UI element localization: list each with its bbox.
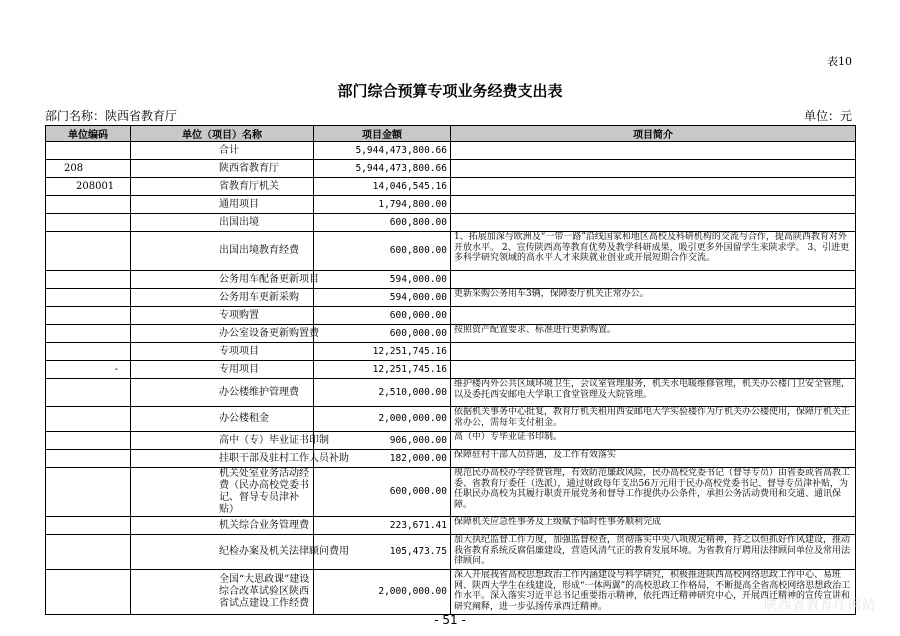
row-code xyxy=(46,307,131,325)
row-amount: 600,000.00 xyxy=(314,468,451,517)
row-amount: 2,000,000.00 xyxy=(314,407,451,432)
row-name: 公务用车配备更新项目 xyxy=(131,271,314,289)
row-code xyxy=(46,271,131,289)
row-code xyxy=(46,142,131,160)
table-number: 表10 xyxy=(827,55,852,68)
row-name: 办公楼维护管理费 xyxy=(131,379,314,407)
header-name: 单位（项目）名称 xyxy=(131,126,314,142)
row-amount: 12,251,745.16 xyxy=(314,343,451,361)
row-description: 加大执纪监督工作力度，加强监督检查，贯彻落实中央八项规定精神，持之以恒抓好作风建设，推动我省教育系统反腐倡廉建设，营造风清气正的教育发展环境。为省教育厅聘用法律顾问单位及常用法律顾问。 xyxy=(451,535,856,570)
row-name: 公务用车更新采购 xyxy=(131,289,314,307)
row-code xyxy=(46,232,131,271)
row-name: 陕西省教育厅 xyxy=(131,160,314,178)
table-row xyxy=(46,325,856,343)
row-amount: 223,671.41 xyxy=(314,517,451,535)
row-code xyxy=(46,379,131,407)
row-code xyxy=(46,468,131,517)
row-code xyxy=(46,517,131,535)
row-code xyxy=(46,407,131,432)
row-code xyxy=(46,450,131,468)
table-row xyxy=(46,361,856,379)
header-description: 项目简介 xyxy=(451,126,856,142)
watermark-logo: 陕西省教育厅网站 xyxy=(763,598,876,613)
table-row xyxy=(46,570,856,615)
row-description xyxy=(451,214,856,232)
row-amount: 2,510,000.00 xyxy=(314,379,451,407)
row-description: 保障驻村干部人员待遇，及工作有效落实 xyxy=(451,450,856,468)
row-amount: 182,000.00 xyxy=(314,450,451,468)
row-code: 208 xyxy=(46,160,131,178)
row-code xyxy=(46,432,131,450)
row-description: 维护楼内外公共区域环境卫生，会议室管理服务，机关水电暖维修管理，机关办公楼门卫安全管理，以及委托西安邮电大学职工食堂管理及大院管理。 xyxy=(451,379,856,407)
department-label: 部门名称：陕西省教育厅 xyxy=(45,109,178,123)
row-amount: 594,000.00 xyxy=(314,271,451,289)
row-description xyxy=(451,361,856,379)
row-name: 专项项目 xyxy=(131,343,314,361)
page-number: - 51 - xyxy=(434,613,466,627)
row-code: 208001 xyxy=(46,178,131,196)
row-amount: 5,944,473,800.66 xyxy=(314,142,451,160)
row-description xyxy=(451,307,856,325)
row-name: 高中（专）毕业证书印制 xyxy=(131,432,314,450)
header-amount: 项目金额 xyxy=(314,126,451,142)
table-row xyxy=(46,379,856,407)
row-name: 专用项目 xyxy=(131,361,314,379)
row-code xyxy=(46,196,131,214)
row-name: 办公室设备更新购置费 xyxy=(131,325,314,343)
table-row xyxy=(46,160,856,178)
table-row xyxy=(46,196,856,214)
row-code: - xyxy=(46,361,131,379)
row-name: 出国出境 xyxy=(131,214,314,232)
table-row xyxy=(46,517,856,535)
table-row xyxy=(46,307,856,325)
row-name: 机关处室业务活动经费（民办高校党委书记、督导专员津补贴） xyxy=(131,468,314,517)
row-name: 专项购置 xyxy=(131,307,314,325)
row-amount: 594,000.00 xyxy=(314,289,451,307)
table-row xyxy=(46,232,856,271)
row-amount: 14,046,545.16 xyxy=(314,178,451,196)
table-row xyxy=(46,535,856,570)
unit-label: 单位：元 xyxy=(803,109,852,123)
table-header-row xyxy=(46,126,856,142)
row-name: 出国出境教育经费 xyxy=(131,232,314,271)
row-name: 机关综合业务管理费 xyxy=(131,517,314,535)
table-row xyxy=(46,289,856,307)
row-amount: 600,800.00 xyxy=(314,214,451,232)
row-name: 全国“大思政课”建设综合改革试验区陕西省试点建设工作经费 xyxy=(131,570,314,615)
row-code xyxy=(46,570,131,615)
row-description xyxy=(451,196,856,214)
row-name: 合计 xyxy=(131,142,314,160)
table-row xyxy=(46,432,856,450)
row-amount: 600,800.00 xyxy=(314,232,451,271)
row-code xyxy=(46,535,131,570)
row-description xyxy=(451,343,856,361)
row-name: 挂职干部及驻村工作人员补助 xyxy=(131,450,314,468)
table-row xyxy=(46,468,856,517)
row-description xyxy=(451,178,856,196)
row-description: 按照资产配置要求、标准进行更新购置。 xyxy=(451,325,856,343)
table-row xyxy=(46,343,856,361)
row-description: 更新采购公务用车3辆，保障委厅机关正常办公。 xyxy=(451,289,856,307)
row-amount: 1,794,800.00 xyxy=(314,196,451,214)
table-row xyxy=(46,142,856,160)
table-row xyxy=(46,178,856,196)
row-description: 保障机关应急性事务及上级赋予临时性事务顺利完成 xyxy=(451,517,856,535)
row-name: 纪检办案及机关法律顾问费用 xyxy=(131,535,314,570)
row-amount: 906,000.00 xyxy=(314,432,451,450)
row-description: 高（中）专毕业证书印制。 xyxy=(451,432,856,450)
table-row xyxy=(46,450,856,468)
header-code: 单位编码 xyxy=(46,126,131,142)
table-row xyxy=(46,407,856,432)
row-name: 通用项目 xyxy=(131,196,314,214)
table-row xyxy=(46,271,856,289)
row-description xyxy=(451,142,856,160)
expense-table xyxy=(45,125,856,615)
table-row xyxy=(46,214,856,232)
row-amount: 600,000.00 xyxy=(314,307,451,325)
row-amount: 5,944,473,800.66 xyxy=(314,160,451,178)
row-description xyxy=(451,160,856,178)
row-code xyxy=(46,343,131,361)
row-name: 省教育厅机关 xyxy=(131,178,314,196)
row-code xyxy=(46,214,131,232)
row-description: 深入开展我省高校思想政治工作内涵建设与科学研究，积极推进陕西高校网络思政工作中心、易班网、陕西大学生在线建设，形成“一体两翼”的高校思政工作格局，不断提高全省高校网络思想政治工作水平。深入落实习近平总书记重要指示精神，依托西迁精神研究中心，开展西迁精神的宣传宣讲和研究阐释，进一步弘扬传承西迁精神。 xyxy=(451,570,856,615)
row-description: 1、拓展加深与欧洲及“一带一路”沿线国家和地区高校及科研机构的交流与合作，提高陕西教育对外开放水平。 2、宣传陕西高等教育优势及教学科研成果，吸引更多外国留学生来陕求学。 3、引进更多科学研究领域的高水平人才来陕就业创业或开展短期合作交流。 xyxy=(451,232,856,271)
row-amount: 2,000,000.00 xyxy=(314,570,451,615)
row-amount: 12,251,745.16 xyxy=(314,361,451,379)
row-code xyxy=(46,289,131,307)
row-amount: 105,473.75 xyxy=(314,535,451,570)
row-description: 依据机关事务中心批复，教育厅机关租用西安邮电大学实验楼作为厅机关办公楼使用，保障厅机关正常办公，需每年支付租金。 xyxy=(451,407,856,432)
row-amount: 600,000.00 xyxy=(314,325,451,343)
row-name: 办公楼租金 xyxy=(131,407,314,432)
row-description xyxy=(451,271,856,289)
page-title: 部门综合预算专项业务经费支出表 xyxy=(337,82,563,100)
row-code xyxy=(46,325,131,343)
row-description: 规范民办高校办学经费管理，有效防范廉政风险，民办高校党委书记（督导专员）由省委或省高教工委、省教育厅委任（选派），通过财政每年支出56万元用于民办高校党委书记、督导专员津补贴，为任职民办高校为其履行职责开展党务和督导工作提供办公条件，承担公务活动费用和交通、通讯保障。 xyxy=(451,468,856,517)
